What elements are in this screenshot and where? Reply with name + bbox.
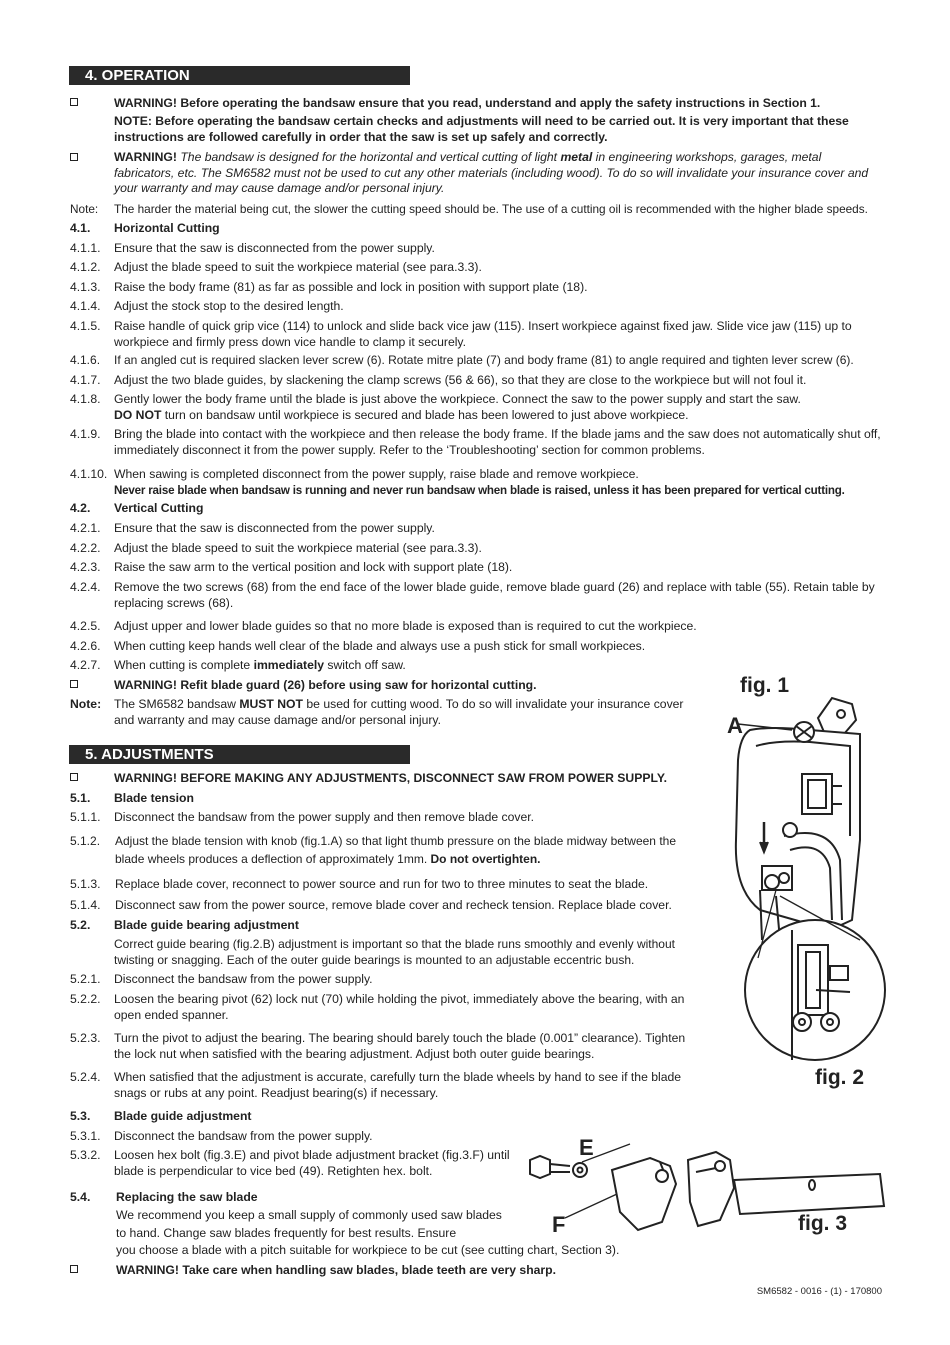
blade-guide-illustration <box>520 1140 890 1240</box>
checkbox-icon <box>70 680 78 688</box>
section-5-header: 5. ADJUSTMENTS <box>69 745 410 764</box>
section-4-header: 4. OPERATION <box>69 66 410 85</box>
checkbox-icon <box>70 773 78 781</box>
bandsaw-tension-illustration <box>720 690 890 1070</box>
checkbox-icon <box>70 98 78 106</box>
checkbox-icon <box>70 153 78 161</box>
label-a: A <box>727 713 743 738</box>
fig-3-label: fig. 3 <box>798 1212 848 1235</box>
fig-1-label: fig. 1 <box>740 674 790 697</box>
fig-2-label: fig. 2 <box>815 1066 865 1089</box>
label-e: E <box>579 1135 594 1160</box>
checkbox-icon <box>70 1265 78 1273</box>
label-f: F <box>552 1212 566 1237</box>
